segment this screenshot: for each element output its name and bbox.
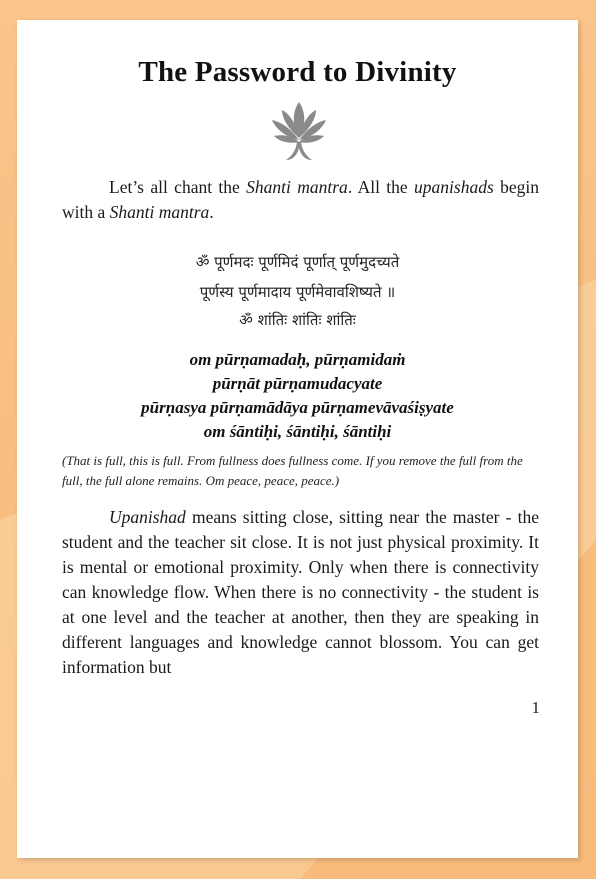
sanskrit-line-3: ॐ शांतिः शांतिः शांतिः xyxy=(239,311,356,329)
intro-text-3: begin with a xyxy=(62,177,539,222)
transliteration-line-3: pūrṇasya pūrṇamādāya pūrṇamevāvaśiṣyate xyxy=(141,398,454,417)
body-paragraph xyxy=(62,505,539,680)
intro-text-2: . All the xyxy=(347,177,415,197)
page-title: The Password to Divinity xyxy=(138,56,457,88)
book-page xyxy=(17,20,578,858)
body-text: means sitting close, sitting near the master - the student and the teacher sit close. It is not just physical proximity. It is mental or emotional proximity. Only when there is connectivity can knowledge flow. When there is no connectivity - the student is at one level and the teacher at another, then they are speaking in different languages and knowledge cannot blossom. You can get information but xyxy=(62,507,539,677)
transliteration-line-4: om śāntiḥi, śāntiḥi, śāntiḥi xyxy=(203,422,392,441)
sanskrit-line-2: पूर्णस्य पूर्णमादाय पूर्णमेवावशिष्यते ॥ xyxy=(199,283,396,301)
translation-text: (That is full, this is full. From fullness does fullness come. If you remove the full from the full, the full alone remains. Om peace, peace, peace.) xyxy=(62,453,523,488)
body-emphasis: Upanishad xyxy=(109,507,186,527)
intro-emphasis-3: Shanti mantra xyxy=(109,202,210,222)
intro-paragraph xyxy=(62,175,539,225)
intro-emphasis-1: Shanti mantra xyxy=(246,177,348,197)
transliteration-line-2: pūrṇāt pūrṇamudacyate xyxy=(212,374,383,393)
intro-text-4: . xyxy=(209,202,214,222)
page-number: 1 xyxy=(531,698,540,717)
intro-emphasis-2: upanishads xyxy=(414,177,494,197)
sanskrit-line-1: ॐ पूर्णमदः पूर्णमिदं पूर्णात् पूर्णमुदच्यते xyxy=(195,253,400,271)
transliteration-line-1: om pūrṇamadaḥ, pūrṇamidaṁ xyxy=(189,350,406,369)
intro-text-1: Let’s all chant the xyxy=(109,177,247,197)
lotus-icon xyxy=(270,98,328,164)
